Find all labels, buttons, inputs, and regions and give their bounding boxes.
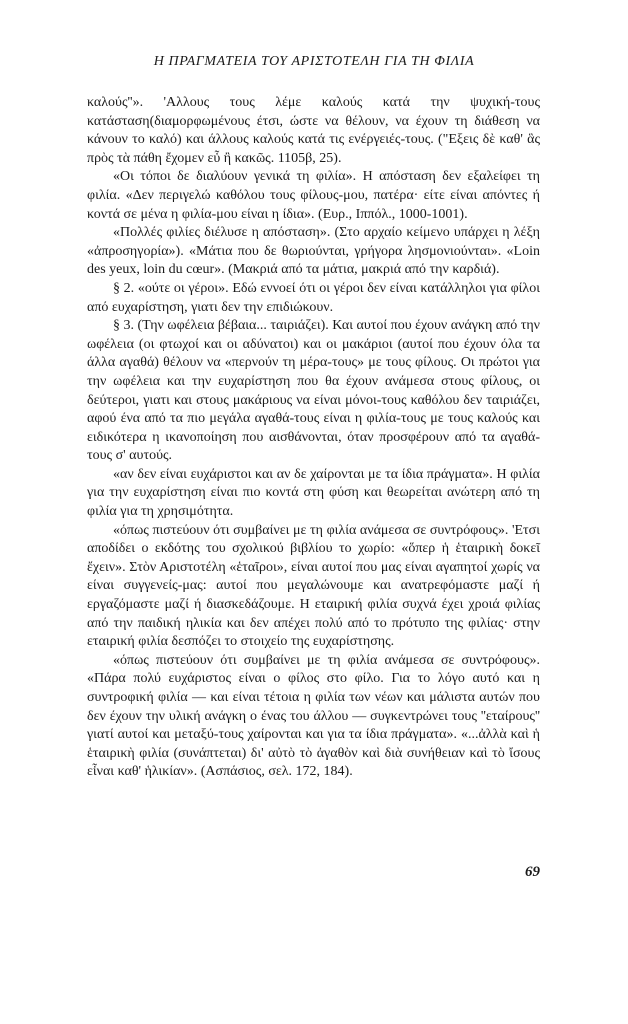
paragraph-2: «Οι τόποι δε διαλύουν γενικά τη φιλία». Η απόσταση δεν εξαλείφει τη φιλία. «Δεν περιγελώ καθόλου τους φίλους-μου, πατέρα· είτε είναι απόντες ή κοντά σε μένα η φιλία-μου είναι η ίδια». (Ευρ., Ιππόλ., 1000-1001). bbox=[87, 169, 540, 222]
paragraph-6: «αν δεν είναι ευχάριστοι και αν δε χαίρονται με τα ίδια πράγματα». Η φιλία για την ευχαρίστηση είναι πιο κοντά στη φύση και θεωρείται ανώτερη από τη φιλία για τη χρησιμότητα. bbox=[87, 466, 540, 520]
paragraph-5: § 3. (Την ωφέλεια βέβαια... ταιριάζει). Και αυτοί που έχουν ανάγκη από την ωφέλεια (οι φτωχοί και οι αδύνατοι) και οι μακάριοι (αυτοί που έχουν όλα τα άλλα αγαθά) θέλουν να «περνούν τη μέρα-τους» με τους φίλους. Οι πρώτοι για την ωφέλεια και την ευχαρίστηση που θα έχουν ανάμεσα στους φίλους, οι δεύτεροι, γιατι και στους μακάριους να είναι μόνοι-τους καθόλου δεν ταιριάζει, αφού ένα από τα πιο μεγάλα αγαθά-τους είναι η φιλία-τους με τους καλούς και ειδικότερα η ικανοποίηση που αισθάνονται, όταν προσφέρουν από τα αγαθά-τους σ' αυτούς. bbox=[87, 318, 540, 464]
paragraph-4: § 2. «ούτε οι γέροι». Εδώ εννοεί ότι οι γέροι δεν είναι κατάλληλοι για φίλοι από ευχαρίστηση, γιατι δεν την επιδιώκουν. bbox=[87, 280, 540, 315]
paragraph-8: «όπως πιστεύουν ότι συμβαίνει με τη φιλία ανάμεσα σε συντρόφους». «Πάρα πολύ ευχάριστος είναι ο φίλος στο φίλο. Για το λόγο αυτό και η συντροφική φιλία — και είναι τέτοια η φιλία των νέων και μάλιστα αυτών που δεν έχουν την υλική ανάγκη ο ένας του άλλου — συγκεντρώνει τους ''εταίρους'' γιατί αυτοί και μεταξύ-τους χαίρονται και για τα ίδια πράγματα». «...ἀλλὰ καὶ ἡ ἑταιρικὴ φιλία (συνάπτεται) δι' αὐτὸ τὸ ἀγαθὸν καὶ διὰ συνήθειαν καὶ τὸ ἴσους εἶναι καθ' ἡλικίαν». (Ασπάσιος, σελ. 172, 184). bbox=[87, 652, 540, 780]
paragraph-1: καλούς''». 'Αλλους τους λέμε καλούς κατά την ψυχική-τους κατάσταση(διαμορφωμένους έτσι, ώστε να θέλουν, να έχουν τη διάθεση να κάνουν το καλό) και άλλους καλούς κατά τις ενέργειές-τους. ("Εξεις δὲ καθ' ἃς πρὸς τὰ πάθη ἔχομεν εὖ ἢ κακῶς. 1105β, 25). bbox=[87, 95, 540, 166]
body-text bbox=[87, 94, 540, 782]
running-header: Η ΠΡΑΓΜΑΤΕΙΑ ΤΟΥ ΑΡΙΣΤΟΤΕΛΗ ΓΙΑ ΤΗ ΦΙΛΙΑ bbox=[153, 54, 475, 69]
paragraph-7: «όπως πιστεύουν ότι συμβαίνει με τη φιλία ανάμεσα σε συντρόφους». 'Ετσι αποδίδει ο εκδότης του σχολικού βιβλίου το χωρίο: «ὅπερ ἡ ἑταιρικὴ δοκεῖ ἔχειν». Στὸν Αριστοτέλη «ἑταῖροι», είναι αυτοί που μας είναι αγαπητοί χωρίς να είναι συγγενείς-μας: αυτοί που μεγαλώνουμε και ανατρεφόμαστε μαζί ή εργαζόμαστε μαζί ή διασκεδάζουμε. Η εταιρική φιλία συχνά έχει χροιά φιλίας από την παιδική ηλικία και δεν απέχει πολύ από το πρότυπο της φιλίας· στην εταιρική φιλία δεσπόζει το στοιχείο της ευχαρίστησης. bbox=[87, 522, 540, 650]
page-number: 69 bbox=[525, 864, 540, 880]
paragraph-3: «Πολλές φιλίες διέλυσε η απόσταση». (Στο αρχαίο κείμενο υπάρχει η λέξη «ἀπροσηγορία»). «Μάτια που δε θωριούνται, γρήγορα λησμονιούνται». «Loin des yeux, loin du cœur». (Μακριά από τα μάτια, μακριά από την καρδιά). bbox=[87, 225, 540, 278]
